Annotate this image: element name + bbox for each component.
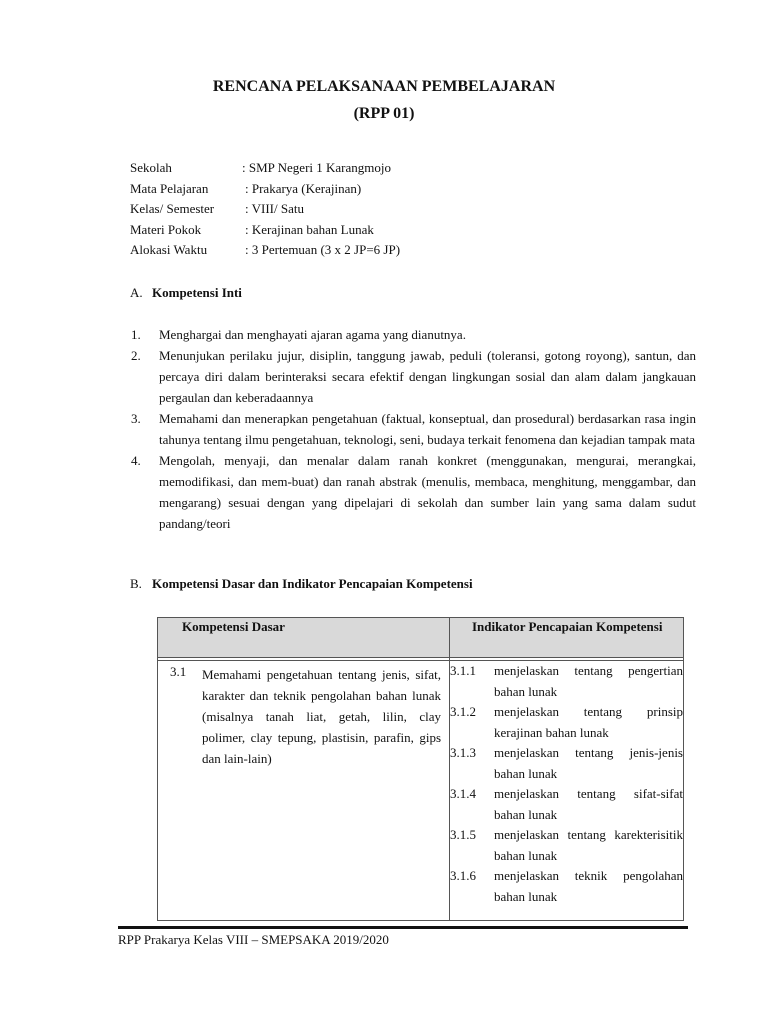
indicator-text: menjelaskan teknik pengolahan bahan lunak (494, 868, 683, 904)
meta-label: Materi Pokok (130, 221, 202, 237)
meta-row-school (130, 158, 530, 179)
document-title: RENCANA PELAKSANAAN PEMBELAJARAN (212, 78, 556, 95)
table-row (158, 661, 684, 921)
meta-value: : VIII/ Satu (245, 201, 304, 216)
indicator-text: menjelaskan tentang pengertian bahan lunak (494, 663, 683, 699)
indicator-item (450, 702, 683, 743)
list-item (128, 450, 696, 534)
section-b-heading (130, 576, 473, 592)
meta-row-time (130, 240, 530, 261)
identity-block (130, 158, 530, 261)
meta-value: : SMP Negeri 1 Karangmojo (242, 160, 391, 175)
indicator-number: 3.1.2 (450, 704, 476, 719)
header-indikator: Indikator Pencapaian Kompetensi (450, 618, 684, 658)
section-title: Kompetensi Inti (152, 285, 242, 300)
list-item (128, 408, 696, 450)
indicator-text: menjelaskan tentang karekterisitik bahan lunak (494, 827, 683, 863)
section-title: Kompetensi Dasar dan Indikator Pencapaian Kompetensi (152, 576, 473, 591)
indicator-number: 3.1.5 (450, 827, 476, 842)
indicator-cell (450, 661, 684, 921)
list-number: 3. (131, 411, 141, 426)
footer-divider (118, 926, 688, 929)
kd-text: Memahami pengetahuan tentang jenis, sifat, karakter dan teknik pengolahan bahan lunak (misalnya tanah liat, getah, lilin, clay polimer, clay tepung, plastisin, parafin, gips dan lain-lain) (202, 667, 441, 766)
meta-row-topic (130, 220, 530, 241)
indicator-number: 3.1.3 (450, 745, 476, 760)
document-subtitle: (RPP 01) (353, 105, 415, 122)
meta-row-class (130, 199, 530, 220)
indicator-item (450, 825, 683, 866)
meta-label: Alokasi Waktu (130, 242, 208, 257)
list-text: Mengolah, menyaji, dan menalar dalam ranah konkret (menggunakan, mengurai, merangkai, memodifikasi, dan mem-buat) dan ranah abstrak (menulis, membaca, menghitung, menggambar, dan mengarang) sesuai dengan yang dipelajari di sekolah dan sumber lain yang sama dalam sudut pandang/teori (159, 453, 696, 531)
list-number: 1. (131, 327, 141, 342)
list-number: 4. (131, 453, 141, 468)
page-footer: RPP Prakarya Kelas VIII – SMEPSAKA 2019/2020 (118, 932, 389, 947)
section-letter: B. (130, 576, 142, 591)
header-kompetensi-dasar: Kompetensi Dasar (158, 618, 450, 658)
meta-row-subject (130, 179, 530, 200)
meta-value: : 3 Pertemuan (3 x 2 JP=6 JP) (245, 242, 401, 257)
indicator-item (450, 743, 683, 784)
list-item (128, 345, 696, 408)
meta-label: Sekolah (130, 160, 172, 175)
list-text: Menunjukan perilaku jujur, disiplin, tanggung jawab, peduli (toleransi, gotong royong), santun, dan percaya diri dalam berinteraksi secara efektif dengan lingkungan sosial dan alam dalam jangkauan pergaulan dan keberadaannya (159, 348, 696, 405)
kd-number: 3.1 (170, 664, 187, 679)
meta-label: Kelas/ Semester (130, 201, 215, 216)
list-text: Menghargai dan menghayati ajaran agama yang dianutnya. (159, 327, 466, 342)
indicator-number: 3.1.4 (450, 786, 476, 801)
indicator-text: menjelaskan tentang sifat-sifat bahan lunak (494, 786, 683, 822)
indicator-text: menjelaskan tentang jenis-jenis bahan lunak (494, 745, 683, 781)
meta-value: : Kerajinan bahan Lunak (245, 221, 374, 237)
section-letter: A. (130, 285, 143, 300)
meta-value: : Prakarya (Kerajinan) (245, 180, 362, 196)
indicator-item (450, 784, 683, 825)
list-number: 2. (131, 348, 141, 363)
list-item (128, 324, 696, 345)
kompetensi-inti-list (128, 324, 696, 534)
section-a-heading (130, 285, 242, 301)
indicator-number: 3.1.6 (450, 868, 476, 883)
indicator-item (450, 661, 683, 702)
table-header-row (158, 618, 684, 658)
indicator-item (450, 866, 683, 907)
competency-table (157, 617, 684, 921)
kd-cell (158, 661, 450, 921)
meta-label: Mata Pelajaran (130, 180, 209, 196)
list-text: Memahami dan menerapkan pengetahuan (faktual, konseptual, dan prosedural) berdasarkan rasa ingin tahunya tentang ilmu pengetahuan, teknologi, seni, budaya terkait fenomena dan kejadian tampak mata (159, 411, 696, 447)
indicator-text: menjelaskan tentang prinsip kerajinan bahan lunak (494, 704, 683, 740)
indicator-number: 3.1.1 (450, 663, 476, 678)
